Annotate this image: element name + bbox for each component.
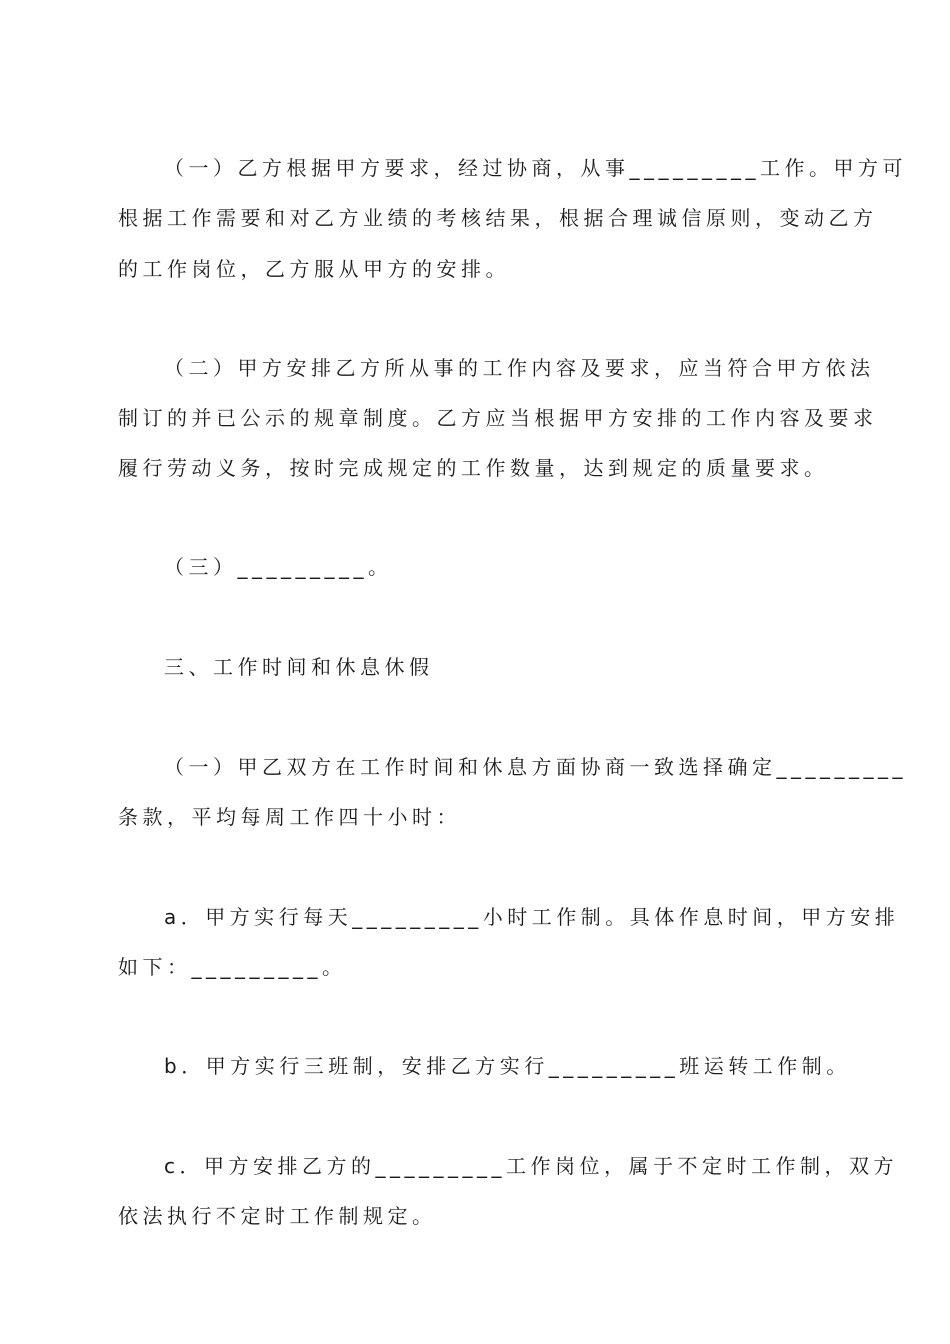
paragraph-line: c．甲方安排乙方的_________工作岗位，属于不定时工作制，双方 xyxy=(164,1154,898,1178)
paragraph-line: 根据工作需要和对乙方业绩的考核结果，根据合理诚信原则，变动乙方 xyxy=(118,206,878,230)
paragraph-line: （二）甲方安排乙方所从事的工作内容及要求，应当符合甲方依法 xyxy=(164,356,875,380)
paragraph-line: 条款，平均每周工作四十小时： xyxy=(118,805,461,829)
paragraph-line: 履行劳动义务，按时完成规定的工作数量，达到规定的质量要求。 xyxy=(118,456,829,480)
paragraph-line: 依法执行不定时工作制规定。 xyxy=(118,1204,437,1228)
paragraph-line: a．甲方实行每天_________小时工作制。具体作息时间，甲方安排 xyxy=(164,905,900,929)
paragraph-line: （三）_________。 xyxy=(164,555,393,579)
paragraph-line: 如下：_________。 xyxy=(118,955,347,979)
paragraph-line: b．甲方实行三班制，安排乙方实行_________班运转工作制。 xyxy=(164,1054,851,1078)
paragraph-line: 的工作岗位，乙方服从甲方的安排。 xyxy=(118,257,510,281)
paragraph-line: 制订的并已公示的规章制度。乙方应当根据甲方安排的工作内容及要求 xyxy=(118,406,878,430)
paragraph-line: （一）甲乙双方在工作时间和休息方面协商一致选择确定_________ xyxy=(164,755,907,779)
paragraph-line: （一）乙方根据甲方要求，经过协商，从事_________工作。甲方可 xyxy=(164,156,907,180)
section-title: 三、工作时间和休息休假 xyxy=(164,655,434,679)
